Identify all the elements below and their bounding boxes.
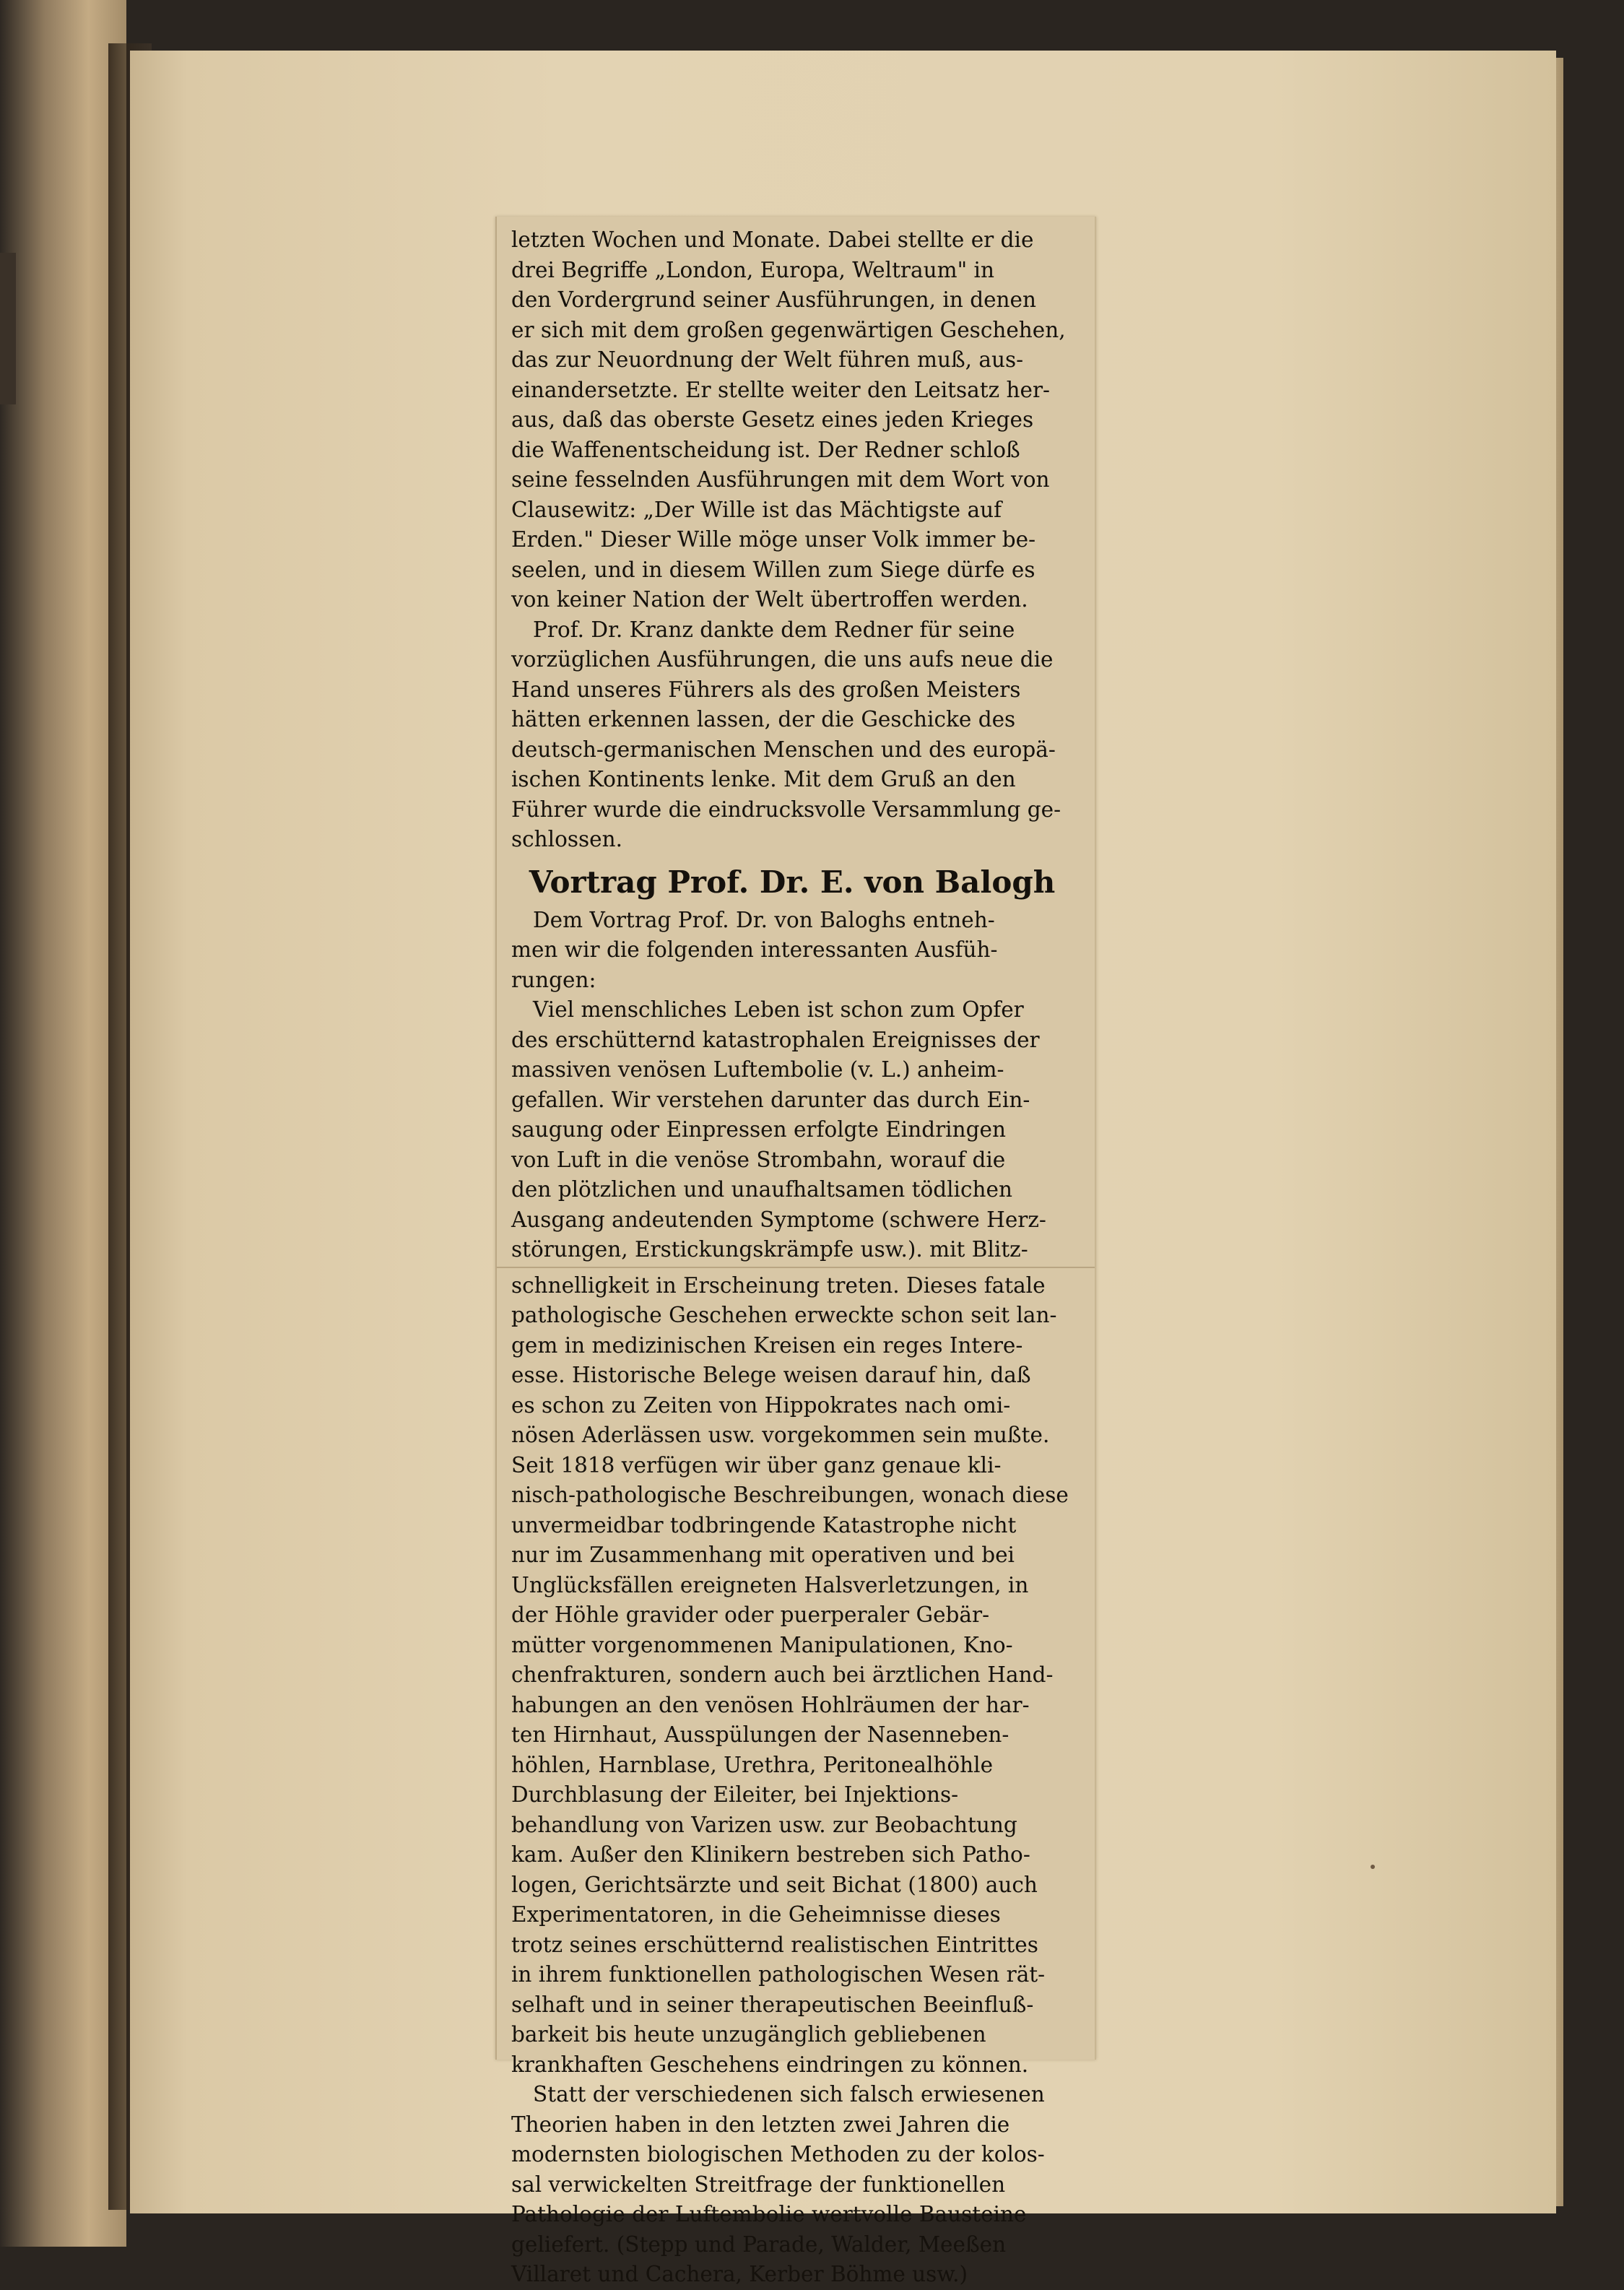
article-body: Viel menschliches Leben ist schon zum Opfer des erschütternd katastrophalen Ereignisses der massiven venösen Luftembolie (v. L.) anheim- gefallen. Wir verstehen darunter das durch Ein- saugung oder Einpressen erfolgte Eindringen von Luft in die venöse Strombahn, worauf die den plötzlichen und unaufhaltsamen tödlichen Ausgang andeutenden Symptome (schwere Herz- störungen, Erstickungskrämpfe usw.). mit Blitz- [511,997,1046,1262]
article-heading: Vortrag Prof. Dr. E. von Balogh [529,864,1056,900]
page-tab-marker [0,253,16,404]
left-page-edge [0,0,126,2247]
clipping-paragraph: letzten Wochen und Monate. Dabei stellte er die drei Begriffe „London, Europa, Weltraum" in den Vordergrund seiner Ausführungen, in denen er sich mit dem großen gegenwärtigen Geschehen, das zur Neuordnung der Welt führen muß, aus- einandersetzte. Er stellte weiter den Leitsatz her- aus, daß das oberste Gesetz eines jeden Krieges die Waffenentscheidung ist. Der Redner schloß seine fesselnden Ausführungen mit dem Wort von Clausewitz: „Der Wille ist das Mächtigste auf Erden." Dieser Wille möge unser Volk immer be- seelen, und in diesem Willen zum Siege dürfe es von keiner Nation der Welt übertroffen werden. [511,227,1066,612]
clipping-seam [497,1267,1095,1268]
clipping-paragraph: Prof. Dr. Kranz dankte dem Redner für seine vorzüglichen Ausführungen, die uns aufs neue die Hand unseres Führers als des großen Meisters hätten erkennen lassen, der die Geschicke des deutsch-germanischen Menschen und des europä- ischen Kontinents lenke. Mit dem Gruß an den Führer wurde die eindrucksvolle Versammlung ge- schlossen. [511,617,1061,851]
article-body: Statt der verschiedenen sich falsch erwiesenen Theorien haben in den letzten zwei Jahren die modernsten biologischen Methoden zu der kolos- sal verwickelten Streitfrage der funktionellen Pathologie der Luftembolie wertvolle Bausteine geliefert. (Stepp und Parade, Walder, Meeßen Villaret und Cachera, Kerber Böhme usw.) [511,2082,1045,2286]
article-body: schnelligkeit in Erscheinung treten. Dieses fatale pathologische Geschehen erweckte schon seit lan- gem in medizinischen Kreisen ein reges Intere- esse. Historische Belege weisen darauf hin, daß es schon zu Zeiten von Hippokrates nach omi- nösen Aderlässen usw. vorgekommen sein mußte. Seit 1818 verfügen wir über ganz genaue kli- nisch-pathologische Beschreibungen, wonach diese unvermeidbar todbringende Katastrophe nicht nur im Zusammenhang mit operativen und bei Unglücksfällen ereigneten Halsverletzungen, in der Höhle gravider oder puerperaler Gebär- mütter vorgenommenen Manipulationen, Kno- chenfrakturen, sondern auch bei ärztlichen Hand- habungen an den venösen Hohlräumen der har- ten Hirnhaut, Ausspülungen der Nasenneben- höhlen, Harnblase, Urethra, Peritonealhöhle Durchblasung der Eileiter, bei Injektions- behandlung von Varizen usw. zur Beobachtung kam. Außer den Klinikern bestreben sich Patho- logen, Gerichtsärzte und seit Bichat (1800) auch Experimentatoren, in die Geheimnisse dieses trotz seines erschütternd realistischen Eintrittes in ihrem funktionellen pathologischen Wesen rät- selhaft und in seiner therapeutischen Beeinfluß- barkeit bis heute unzugänglich gebliebenen krankhaften Geschehens eindringen zu können. [511,1272,1069,2077]
newspaper-clipping [495,217,1096,2286]
paper-speck [1371,1865,1375,1869]
article-intro: Dem Vortrag Prof. Dr. von Baloghs entneh- men wir die folgenden interessanten Ausfüh- rungen: [511,907,998,992]
